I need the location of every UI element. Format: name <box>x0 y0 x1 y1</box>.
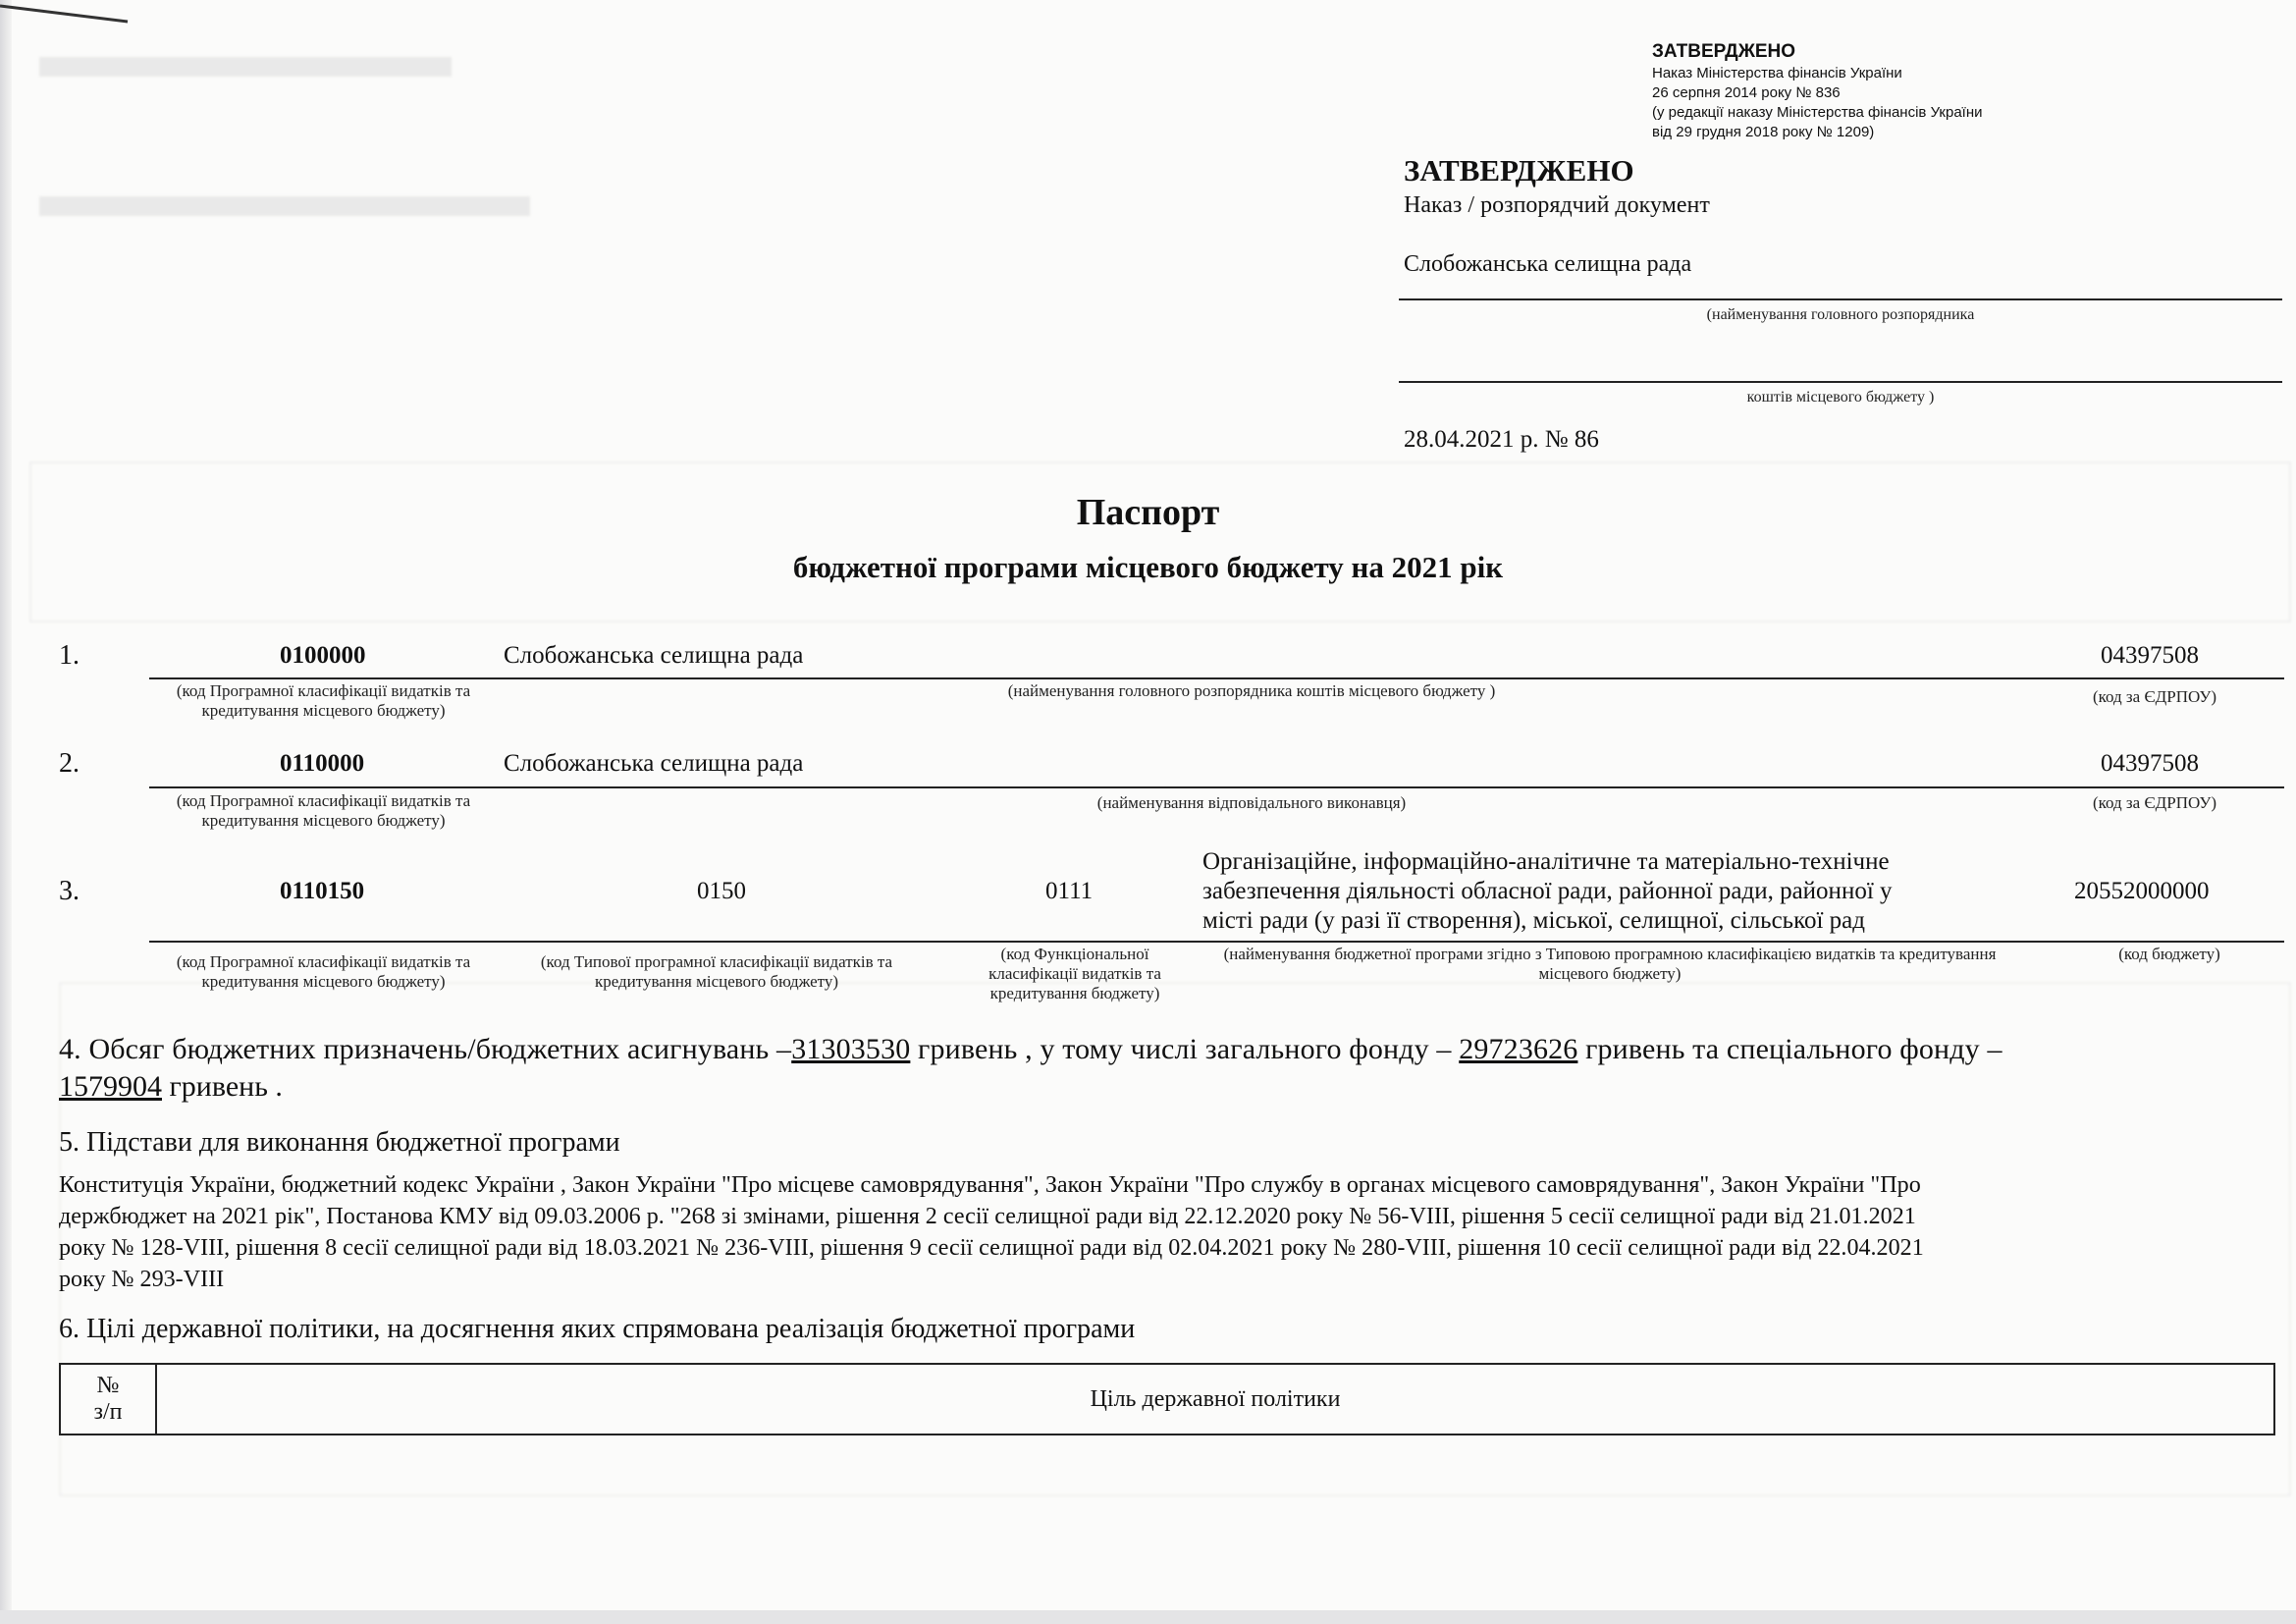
grounds-text-line: держбюджет на 2021 рік", Постанова КМУ від 09.03.2006 р. "268 зі змінами, рішення 2 сесії селищної ради від 22.12.2020 року № 56-VIII, рішення 5 сесії селищної ради від 21.01.2021 <box>59 1204 1916 1229</box>
budget-code: 20552000000 <box>2074 878 2210 904</box>
budget-volume-text: гривень , у тому числі загального фонду – <box>910 1033 1460 1065</box>
page-title: Паспорт <box>1076 492 1220 533</box>
budget-general-fund: 29723626 <box>1459 1033 1578 1065</box>
program-code: 0110150 <box>280 878 365 904</box>
grounds-text-line: року № 293-VIII <box>59 1267 225 1292</box>
official-approval-line: 26 серпня 2014 року № 836 <box>1652 84 1841 101</box>
program-name-line: Організаційне, інформаційно-аналітичне та матеріально-технічне <box>1202 848 1890 875</box>
divider <box>1399 381 2282 383</box>
edrpou-code: 04397508 <box>2101 750 2199 777</box>
typical-program-code: 0150 <box>697 878 746 904</box>
scan-edge <box>0 0 12 1624</box>
local-approval-org: Слобожанська селищна рада <box>1404 251 1692 277</box>
caption: (код бюджету) <box>2118 945 2220 963</box>
org-caption: коштів місцевого бюджету ) <box>1746 389 1935 406</box>
page-subtitle: бюджетної програми місцевого бюджету на 2021 рік <box>792 550 1504 584</box>
caption: (код за ЄДРПОУ) <box>2092 687 2217 706</box>
column-header-number <box>60 1364 156 1435</box>
budget-volume-text: гривень та спеціального фонду – <box>1577 1033 2002 1065</box>
divider <box>149 941 2284 943</box>
functional-code: 0111 <box>1045 878 1094 904</box>
edrpou-code: 04397508 <box>2101 642 2199 669</box>
official-approval-title: ЗАТВЕРДЖЕНО <box>1652 41 1796 62</box>
table-header-row <box>60 1364 2274 1435</box>
column-header-goal: Ціль державної політики <box>156 1364 2274 1435</box>
approval-date-number: 28.04.2021 р. № 86 <box>1404 426 1599 453</box>
budget-volume-line <box>59 1033 2002 1066</box>
caption: (код за ЄДРПОУ) <box>2092 793 2217 812</box>
executor-name: Слобожанська селищна рада <box>504 750 804 777</box>
program-name-line: місті ради (у разі її створення), міської, селищної, сільської рад <box>1202 907 1865 934</box>
scan-bottom-shade <box>0 1610 2296 1624</box>
manager-name: Слобожанська селищна рада <box>504 642 804 669</box>
caption: (код Програмної класифікації видатків та кредитування місцевого бюджету) <box>176 681 471 720</box>
official-approval-line: від 29 грудня 2018 року № 1209) <box>1652 124 1875 140</box>
caption: (код Програмної класифікації видатків та кредитування місцевого бюджету) <box>176 791 471 830</box>
divider <box>149 786 2284 788</box>
program-code: 0100000 <box>280 642 366 669</box>
row-number: 1. <box>59 640 80 671</box>
program-name-line: забезпечення діяльності обласної ради, районної ради, районної у <box>1202 878 1893 904</box>
divider <box>149 677 2284 679</box>
grounds-text-line: Конституція України, бюджетний кодекс України , Закон України "Про місцеве самоврядування", Закон України "Про службу в органах місцевого самоврядування", Закон України "Про <box>59 1172 1921 1198</box>
budget-special-fund: 1579904 <box>59 1070 162 1103</box>
budget-volume-line <box>59 1070 283 1104</box>
caption: (найменування бюджетної програми згідно з Типовою програмною класифікацією видатків та кредитування місцевого бюджету) <box>1223 945 1997 983</box>
caption: (найменування головного розпорядника коштів місцевого бюджету ) <box>1007 681 1496 700</box>
local-approval-title: ЗАТВЕРДЖЕНО <box>1404 153 1634 188</box>
column-header-label: з/п <box>93 1399 123 1425</box>
budget-volume-suffix: гривень . <box>162 1070 283 1103</box>
divider <box>1399 298 2282 300</box>
section-heading: 5. Підстави для виконання бюджетної програми <box>59 1127 620 1158</box>
caption: (код Функціональної класифікації видатків та кредитування бюджету) <box>988 945 1161 1002</box>
column-header-label: № <box>96 1373 120 1398</box>
caption: (код Програмної класифікації видатків та кредитування місцевого бюджету) <box>176 952 471 991</box>
policy-goals-table <box>59 1363 2275 1435</box>
staple-mark <box>0 0 137 29</box>
official-approval-line: (у редакції наказу Міністерства фінансів України <box>1652 104 1983 121</box>
row-number: 3. <box>59 876 80 906</box>
budget-total: 31303530 <box>791 1033 911 1065</box>
caption: (код Типової програмної класифікації видатків та кредитування місцевого бюджету) <box>540 952 893 991</box>
budget-volume-prefix: 4. Обсяг бюджетних призначень/бюджетних асигнувань – <box>59 1033 792 1065</box>
row-number: 2. <box>59 748 80 779</box>
grounds-text-line: року № 128-VIII, рішення 8 сесії селищної ради від 18.03.2021 № 236-VIII, рішення 9 сесії селищної ради від 02.04.2021 року № 280-VIII, рішення 10 сесії селищної ради від 22.04.2021 <box>59 1235 1924 1261</box>
local-approval-doc-type: Наказ / розпорядчий документ <box>1404 192 1710 218</box>
section-heading: 6. Цілі державної політики, на досягнення яких спрямована реалізація бюджетної програми <box>59 1314 1136 1344</box>
caption: (найменування відповідального виконавця) <box>1096 793 1407 812</box>
program-code: 0110000 <box>280 750 365 777</box>
official-approval-line: Наказ Міністерства фінансів України <box>1652 65 1902 81</box>
org-caption: (найменування головного розпорядника <box>1706 306 1975 323</box>
